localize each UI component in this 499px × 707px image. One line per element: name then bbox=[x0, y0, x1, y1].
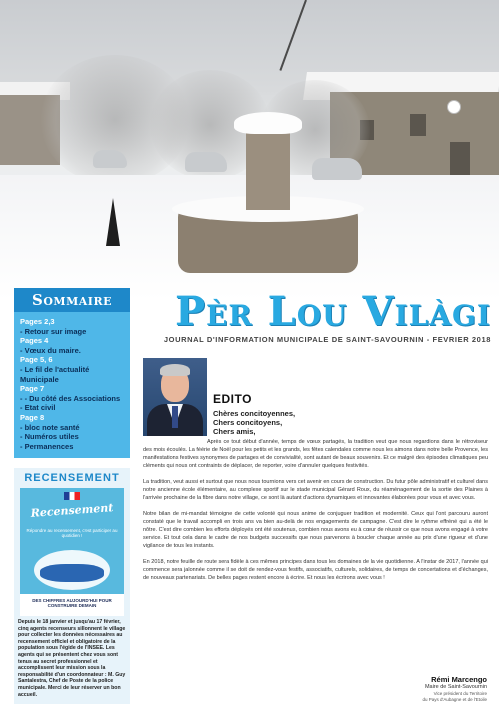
greeting-line: Chères concitoyennes, bbox=[213, 409, 296, 418]
sommaire-entry[interactable]: - Le fil de l'actualité Municipale bbox=[20, 364, 90, 384]
hero-photo-snowy-fountain bbox=[0, 0, 499, 300]
edito-body bbox=[143, 438, 488, 590]
poster-lake-illustration bbox=[40, 564, 104, 582]
edito-paragraph: Après ce tout début d'année, temps de vœux partagés, la tradition veut que nous regardions dans le rétroviseur des mois écoulés. La féérie de Noël pour les petits et les grands, les fêtes calendales comme nous les aimons dans notre belle Provence, les manifestations festives synonymes de partages et de convivialité, sont autant de beaux souvenirs. Et ce malgré des épisodes climatiques peu cléments qui nous ont contraints de déplacer, de reporter, voire d'annuler quelques festivités. bbox=[143, 439, 488, 469]
signature-block bbox=[422, 675, 487, 703]
recensement-title: RECENSEMENT bbox=[24, 472, 120, 484]
newspaper-subtitle: JOURNAL D'INFORMATION MUNICIPALE DE SAINT-SAVOURNIN - FEVRIER 2018 bbox=[163, 335, 491, 344]
edito-paragraph: En 2018, notre feuille de route sera fidèle à ces mêmes principes dans tous les domaines de la vie quotidienne. A l'instar de 2017, l'année qui commence sera jalonnée comme il se doit de rendez-vous festifs, associatifs, culturels, solidaires, de temps de concertations et d'échanges, de nouveaux partenariats. De belles pages restent encore à écrire. Et nous les écrirons avec vous ! bbox=[143, 559, 488, 581]
sommaire-entry[interactable]: - Permanences bbox=[20, 441, 74, 451]
signature-name: Rémi Marcengo bbox=[431, 675, 487, 684]
sommaire-pages: Page 8 bbox=[20, 412, 45, 422]
recensement-poster bbox=[20, 488, 124, 616]
sommaire-entry[interactable]: - Etat civil bbox=[20, 403, 56, 413]
sommaire-entry[interactable]: - Retour sur image bbox=[20, 326, 87, 336]
poster-footer: DES CHIFFRES AUJOURD'HUI POUR CONSTRUIRE DEMAIN bbox=[20, 594, 124, 616]
sommaire-pages: Page 7 bbox=[20, 384, 45, 394]
signature-subline: Vice président du Territoire bbox=[433, 691, 487, 696]
french-flag-icon bbox=[64, 492, 80, 500]
recensement-text: Depuis le 18 janvier et jusqu'au 17 février, cinq agents recenseurs sillonnent le village pour collecter les données nécessaires au recensement officiel et obligatoire de la population sous l'égide de l'INSEE. Les agents qui se présentent chez vous sont tenus au secret professionnel et accomplissent leur mission sous la responsabilité d'un coordonnateur : M. Guy Santalestra, Chef de Poste de la police municipale. Merci de leur réserver un bon accueil. bbox=[18, 619, 126, 698]
edito-title: EDITO bbox=[213, 392, 252, 406]
sommaire-pages: Pages 2,3 bbox=[20, 317, 55, 326]
sommaire-entry[interactable]: - Numéros utiles bbox=[20, 432, 79, 442]
poster-title: Recensement bbox=[30, 501, 114, 520]
sommaire-entry[interactable]: - bloc note santé bbox=[20, 422, 80, 432]
masthead bbox=[136, 288, 491, 348]
edito-greeting bbox=[213, 409, 295, 436]
sommaire-list bbox=[14, 312, 130, 458]
greeting-line: Chers concitoyens, bbox=[213, 418, 283, 427]
edito-paragraph: La tradition, veut aussi et surtout que nous nous tournions vers cet avenir en cours de construction. Du futur pôle administratif et culturel dans notre ancienne école élémentaire, au complexe sportif sur le stade municipal Gérard Roux, du réaménagement de la sortie des Plaines à l'arrivée prochaine de la fibre dans notre village, ce sont là autant d'actions dynamiques et innovantes élaborées pour vous et avec vous. bbox=[143, 479, 488, 501]
greeting-line: Chers amis, bbox=[213, 427, 256, 436]
sommaire-entry[interactable]: - - Du côté des Associations bbox=[20, 393, 121, 403]
newspaper-title: Pèr Lou Vilàgi bbox=[174, 288, 491, 335]
signature-subline: du Pays d'Aubagne et de l'Etoile bbox=[422, 697, 487, 702]
poster-text: Répondre au recensement, c'est participer au quotidien ! bbox=[26, 528, 118, 538]
sommaire-pages: Pages 4 bbox=[20, 336, 49, 346]
recensement-box bbox=[14, 468, 130, 704]
sommaire-pages: Page 5, 6 bbox=[20, 355, 53, 365]
sommaire-entry[interactable]: - Vœux du maire. bbox=[20, 345, 81, 355]
mayor-portrait bbox=[143, 358, 207, 436]
sommaire-heading: Sommaire bbox=[14, 288, 130, 312]
edito-paragraph: Notre bilan de mi-mandat témoigne de cette volonté qui nous anime de conjuguer tradition et modernité. Ceux qui l'ont parcouru auront constaté que le travail accompli en trois ans va bien au-delà de nos engagements de campagne. C'est dire le rythme effréné qui a été le nôtre. C'est dire combien les efforts déployés ont été soutenus, combien nous avons eu à cœur de réussir ce que nous avons engagé à votre service. Et tout cela dans le cadre de nos budgets successifs que nous parvenons à boucler chaque année au prix d'une rigueur et d'une vigilance de tous les instants. bbox=[143, 511, 488, 549]
signature-role: Maire de Saint-Savournin bbox=[424, 684, 487, 690]
